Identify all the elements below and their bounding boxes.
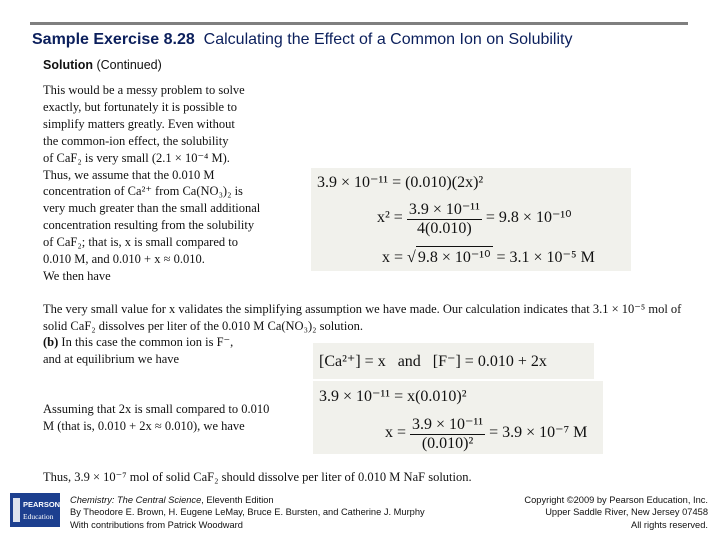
paragraph-line: M (that is, 0.010 + 2x ≈ 0.010), we have (43, 418, 245, 433)
equation-x-solution-f (385, 414, 587, 453)
page-title (32, 31, 572, 49)
footer-authors: By Theodore E. Brown, H. Eugene LeMay, Bruce E. Bursten, and Catherine J. Murphy (70, 507, 425, 518)
footer-citation (70, 494, 425, 531)
footer-copyright (524, 494, 708, 531)
paragraph-line: We then have (43, 268, 111, 283)
equation-ksp-expression: 3.9 × 10⁻¹¹ = (0.010)(2x)² (317, 174, 484, 191)
paragraph-line: simplify matters greatly. Even without (43, 116, 235, 131)
paragraph-line: concentration of Ca²⁺ from Ca(NO₃)₂ is (43, 184, 243, 199)
fraction-numerator: 3.9 × 10⁻¹¹ (412, 416, 484, 433)
equation-block-ca-common-ion (311, 168, 631, 271)
equation-ksp-expression-f: 3.9 × 10⁻¹¹ = x(0.010)² (319, 388, 467, 405)
part-b-line1: In this case the common ion is F⁻, (61, 335, 234, 349)
subtitle-continued: (Continued) (96, 58, 162, 72)
part-b-line2: and at equilibrium we have (43, 351, 180, 366)
equation-lhs: x = (382, 249, 404, 266)
fraction-denominator: (0.010)² (421, 435, 474, 452)
equation-rhs: = 3.9 × 10⁻⁷ M (489, 424, 588, 442)
footer-book-title: Chemistry: The Central Science (70, 495, 202, 505)
paragraph-line: exactly, but fortunately it is possible to (43, 99, 237, 114)
logo-mark (13, 498, 20, 522)
footer-address: Upper Saddle River, New Jersey 07458 (545, 507, 708, 518)
equation-block-equilibrium (313, 343, 594, 379)
paragraph-assumption (43, 82, 293, 285)
footer-book-line (70, 494, 425, 506)
paragraph-line: Thus, we assume that the 0.010 M (43, 167, 215, 182)
footer-contributions: With contributions from Patrick Woodward (70, 519, 243, 530)
equation-lhs: x = (385, 424, 407, 442)
logo-line2: Education (23, 512, 54, 521)
equation-block-f-common-ion (313, 381, 603, 454)
paragraph-line: This would be a messy problem to solve (43, 83, 245, 97)
paragraph-line: concentration resulting from the solubility (43, 218, 255, 233)
equation-rhs: = 9.8 × 10⁻¹⁰ (485, 209, 572, 227)
header-rule (30, 22, 688, 25)
equation-fraction (410, 414, 485, 453)
fraction-numerator: 3.9 × 10⁻¹¹ (408, 201, 480, 218)
equation-x-solution (382, 246, 595, 267)
paragraph-assumption-f (43, 401, 313, 434)
paragraph-line: Assuming that 2x is small compared to 0.010 (43, 402, 270, 416)
logo-line1: PEARSON (23, 500, 60, 509)
footer-rights: All rights reserved. (631, 519, 708, 530)
paragraph-line: 0.010 M, and 0.010 + x ≈ 0.010. (43, 252, 205, 267)
footer-book-edition: , Eleventh Edition (201, 495, 274, 505)
paragraph-line: very much greater than the small additional (43, 201, 261, 216)
footer-copyright-line: Copyright ©2009 by Pearson Education, Inc. (524, 495, 708, 505)
part-b-label: (b) (43, 335, 59, 349)
sqrt-symbol: √ (407, 249, 416, 266)
subtitle-solution: Solution (43, 58, 93, 72)
equation-lhs: x² = (377, 209, 403, 227)
paragraph-text: The very small value for x validates the simplifying assumption we have made. Our calculation indicates that 3.1 × 10⁻⁵ mol of solid CaF₂ dissolves per liter of the 0.010 M Ca(NO₃)₂ solution. (43, 302, 682, 333)
equation-x-squared (377, 199, 572, 238)
equation-equilibrium-concentrations: [Ca²⁺] = x and [F⁻] = 0.010 + 2x (319, 353, 547, 370)
equation-rhs: = 3.1 × 10⁻⁵ M (496, 249, 595, 266)
paragraph-line: of CaF₂ is very small (2.1 × 10⁻⁴ M). (43, 150, 230, 165)
equation-fraction (407, 199, 482, 238)
paragraph-line: of CaF₂; that is, x is small compared to (43, 235, 238, 250)
section-subtitle (43, 58, 162, 72)
paragraph-conclusion: Thus, 3.9 × 10⁻⁷ mol of solid CaF₂ should dissolve per liter of 0.010 M NaF solution. (43, 470, 472, 484)
title-topic: Calculating the Effect of a Common Ion on Solubility (203, 31, 573, 48)
title-exercise-number: Sample Exercise 8.28 (32, 31, 195, 48)
sqrt-radicand: 9.8 × 10⁻¹⁰ (416, 246, 493, 267)
paragraph-line: the common-ion effect, the solubility (43, 133, 229, 148)
fraction-denominator: 4(0.010) (417, 220, 472, 237)
pearson-logo (10, 493, 60, 527)
